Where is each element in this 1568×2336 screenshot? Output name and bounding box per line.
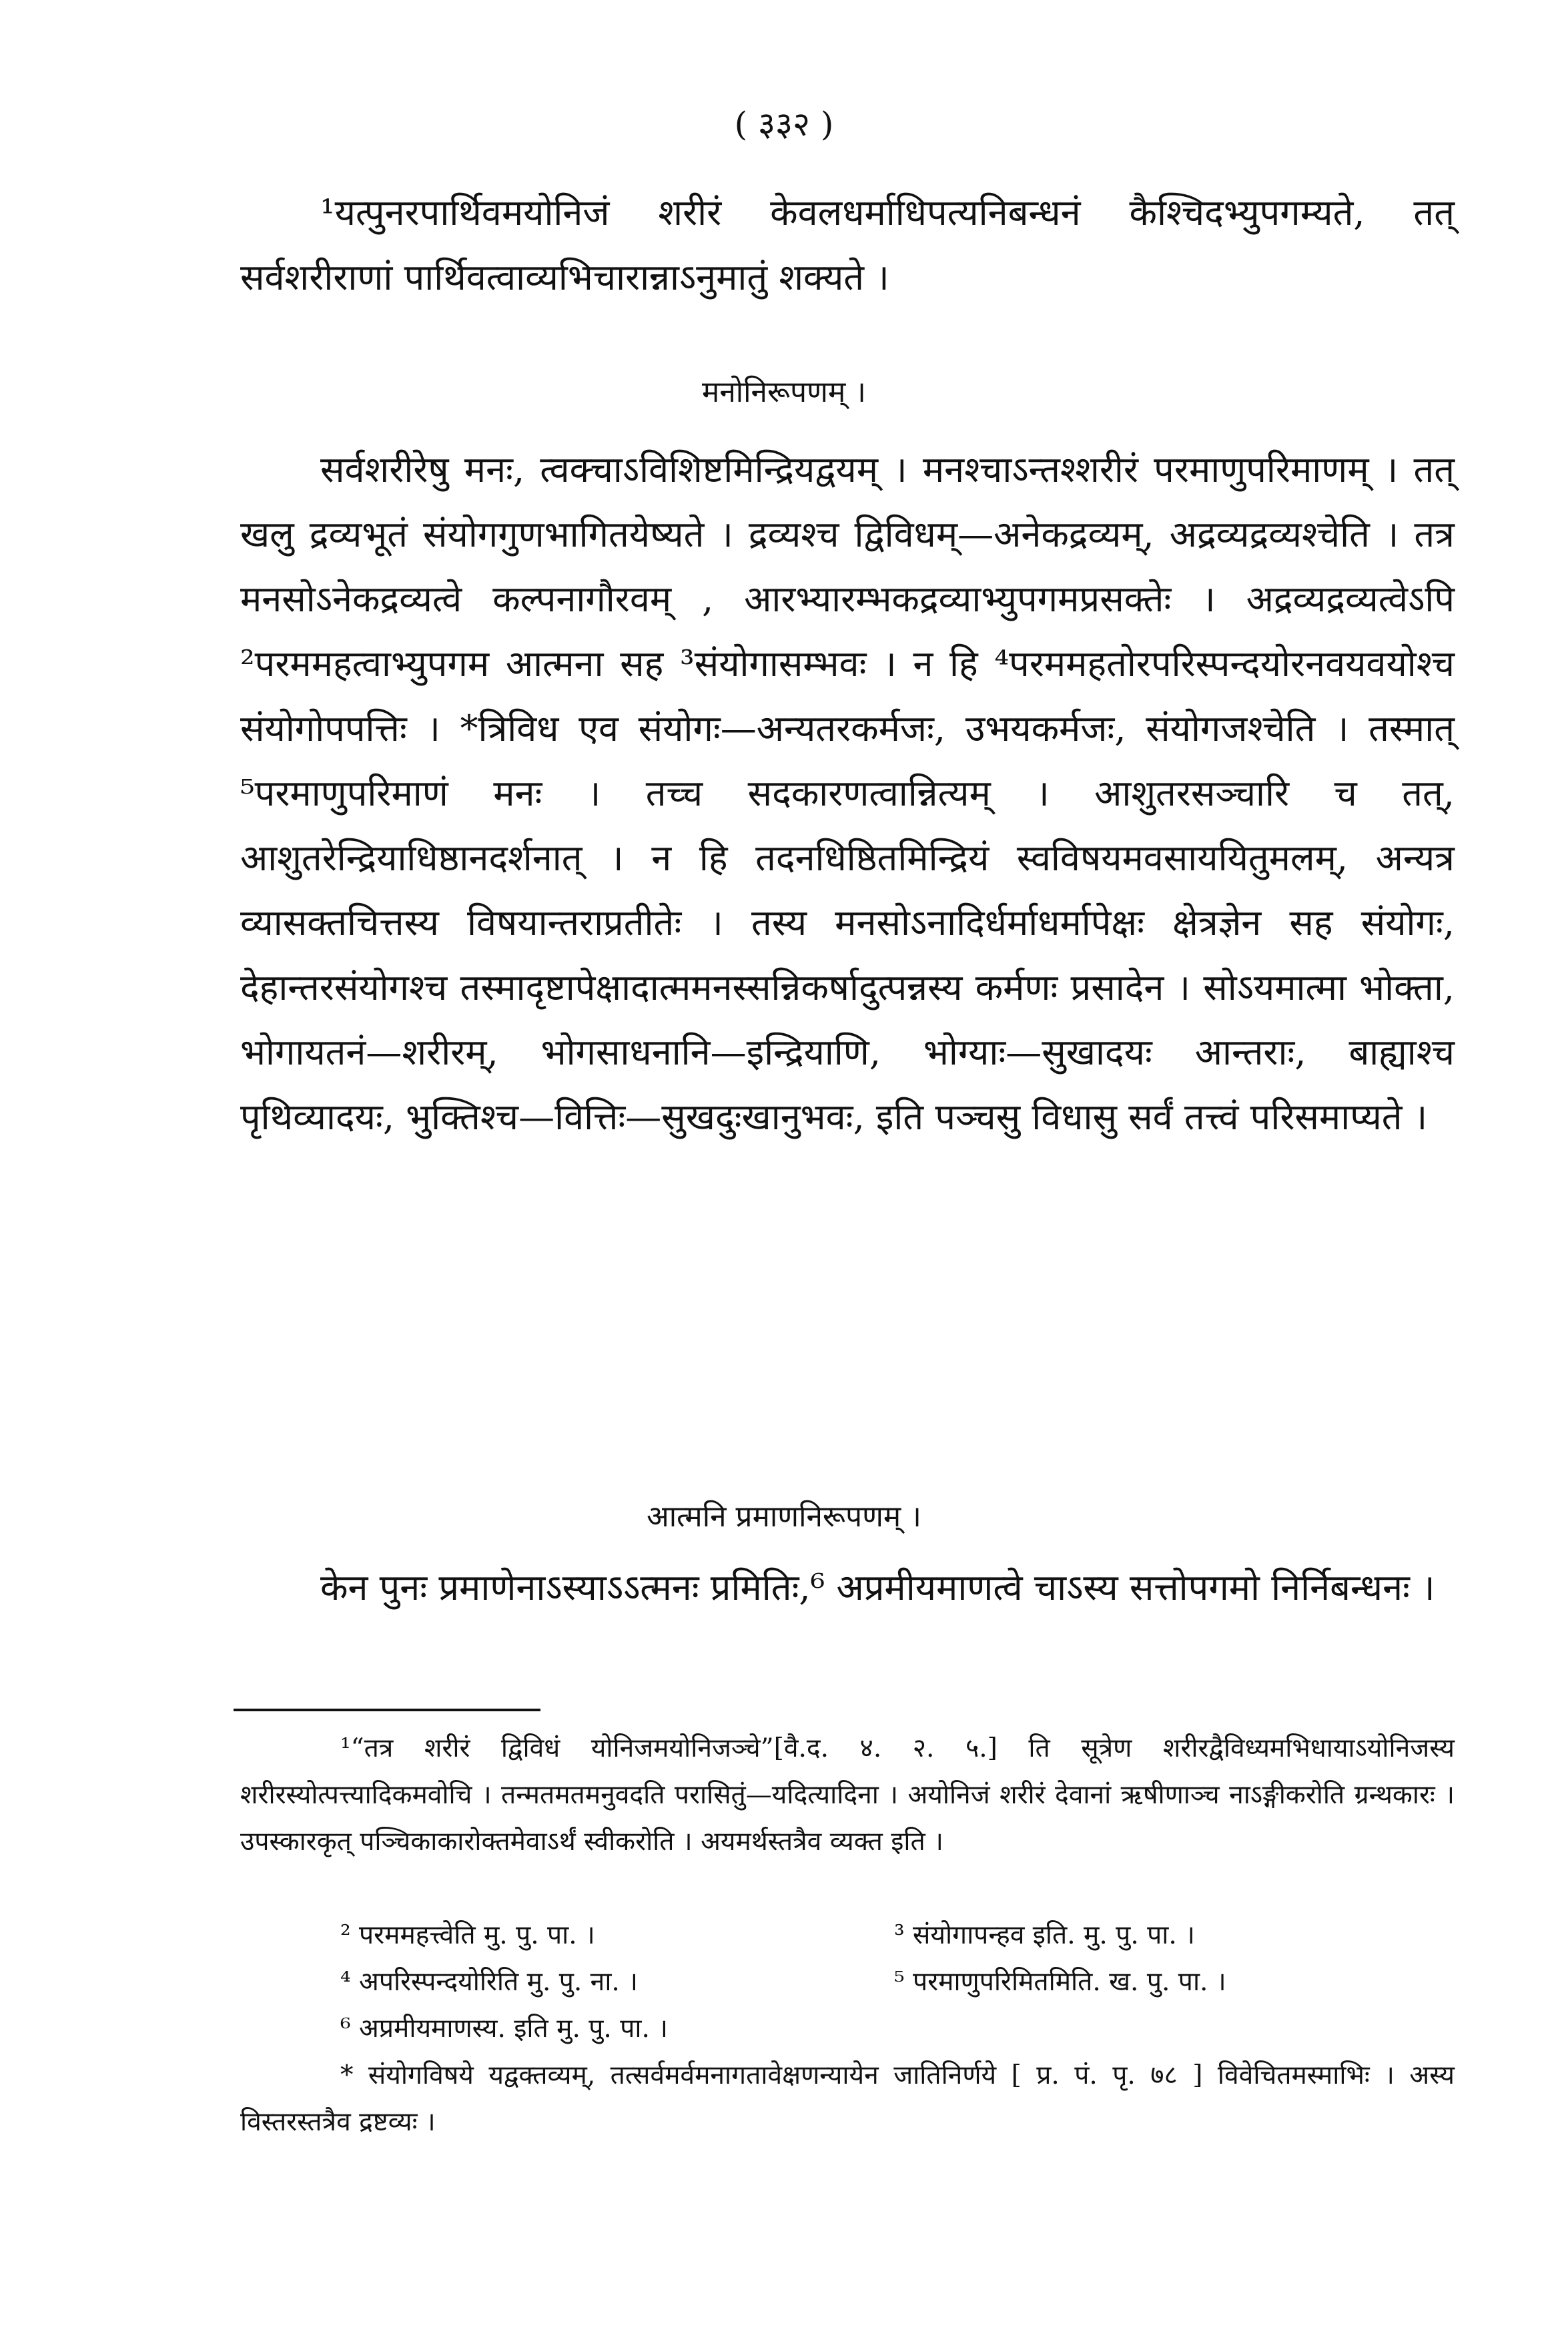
paragraph-aparthiva-sharira: ¹यत्पुनरपार्थिवमयोनिजं शरीरं केवलधर्माधिपत्यनिबन्धनं कैश्चिदभ्युपगम्यते, तत् सर्वशरीराणां पार्थिवत्वाव्यभिचारान्नाऽनुमातुं शक्यते । — [240, 192, 1455, 298]
section-heading-manonirupanam: मनोनिरूपणम् । — [702, 375, 866, 409]
footnote-divider — [234, 1709, 540, 1711]
footnote-1: ¹“तत्र शरीरं द्विविधं योनिजमयोनिजञ्चे”[वै.द. ४. २. ५.] ति सूत्रेण शरीरद्वैविध्यमभिधायाऽयोनिजस्य शरीरस्योत्पत्त्यादिकमवोचि । तन्मतमतमनुवदति परासितुं—यदित्यादिना । अयोनिजं शरीरं देवानां ऋषीणाञ्च नाऽङ्गीकरोति ग्रन्थकारः । उपस्कारकृत् पञ्चिकाकारोक्तमेवाऽर्थं स्वीकरोति । अयमर्थस्तत्रैव व्यक्त इति । — [240, 1733, 1455, 1857]
footnote-6: ⁶ अप्रमीयमाणस्य. इति मु. पु. पा. । — [340, 2014, 669, 2044]
footnote-star: * संयोगविषये यद्वक्तव्यम्, तत्सर्वमर्वमनागतावेक्षणन्यायेन जातिनिर्णये [ प्र. पं. पृ. ७८ ] विवेचितमस्माभिः । अस्य विस्तरस्तत्रैव द्रष्टव्यः । — [240, 2060, 1455, 2137]
footnote-5: ⁵ परमाणुपरिमितमिति. ख. पु. पा. । — [894, 1967, 1226, 1997]
paragraph-manas: सर्वशरीरेषु मनः, त्वक्चाऽविशिष्टमिन्द्रियद्वयम् । मनश्चाऽन्तश्शरीरं परमाणुपरिमाणम् । तत् खलु द्रव्यभूतं संयोगगुणभागितयेष्यते । द्रव्यश्च द्विविधम्—अनेकद्रव्यम्, अद्रव्यद्रव्यश्चेति । तत्र मनसोऽनेकद्रव्यत्वे कल्पनागौरवम् , आरभ्यारम्भकद्रव्याभ्युपगमप्रसक्तेः । अद्रव्यद्रव्यत्वेऽपि ²परममहत्वाभ्युपगम आत्मना सह ³संयोगासम्भवः । न हि ⁴परममहतोरपरिस्पन्दयोरनवयवयोश्च संयोगोपपत्तिः । *त्रिविध एव संयोगः—अन्यतरकर्मजः, उभयकर्मजः, संयोगजश्चेति । तस्मात् ⁵परमाणुपरिमाणं मनः । तच्च सदकारणत्वान्नित्यम् । आशुतरसञ्चारि च तत्, आशुतरेन्द्रियाधिष्ठानदर्शनात् । न हि तदनधिष्ठितमिन्द्रियं स्वविषयमवसाययितुमलम्, अन्यत्र व्यासक्तचित्तस्य विषयान्तराप्रतीतेः । तस्य मनसोऽनादिर्धर्माधर्मापेक्षः क्षेत्रज्ञेन सह संयोगः, देहान्तरसंयोगश्च तस्मादृष्टापेक्षादात्ममनस्सन्निकर्षादुत्पन्नस्य कर्मणः प्रसादेन । सोऽयमात्मा भोक्ता, भोगायतनं—शरीरम्, भोगसाधनानि—इन्द्रियाणि, भोग्याः—सुखादयः आन्तराः, बाह्याश्च पृथिव्यादयः, भुक्तिश्च—वित्तिः—सुखदुःखानुभवः, इति पञ्चसु विधासु सर्वं तत्त्वं परिसमाप्यते । — [240, 449, 1455, 1138]
paragraph-atma-pramiti: केन पुनः प्रमाणेनाऽस्याऽऽत्मनः प्रमितिः,⁶ अप्रमीयमाणत्वे चाऽस्य सत्तोपगमो निर्निबन्धनः । — [320, 1566, 1435, 1609]
footnote-4: ⁴ अपरिस्पन्दयोरिति मु. पु. ना. । — [340, 1967, 638, 1997]
footnote-2: ² परममहत्त्वेति मु. पु. पा. । — [340, 1920, 595, 1950]
section-heading-atmani-pramana: आत्मनि प्रमाणनिरूपणम् । — [647, 1500, 921, 1534]
page-number: ( ३३२ ) — [734, 105, 834, 143]
footnote-3: ³ संयोगापन्हव इति. मु. पु. पा. । — [894, 1920, 1195, 1950]
